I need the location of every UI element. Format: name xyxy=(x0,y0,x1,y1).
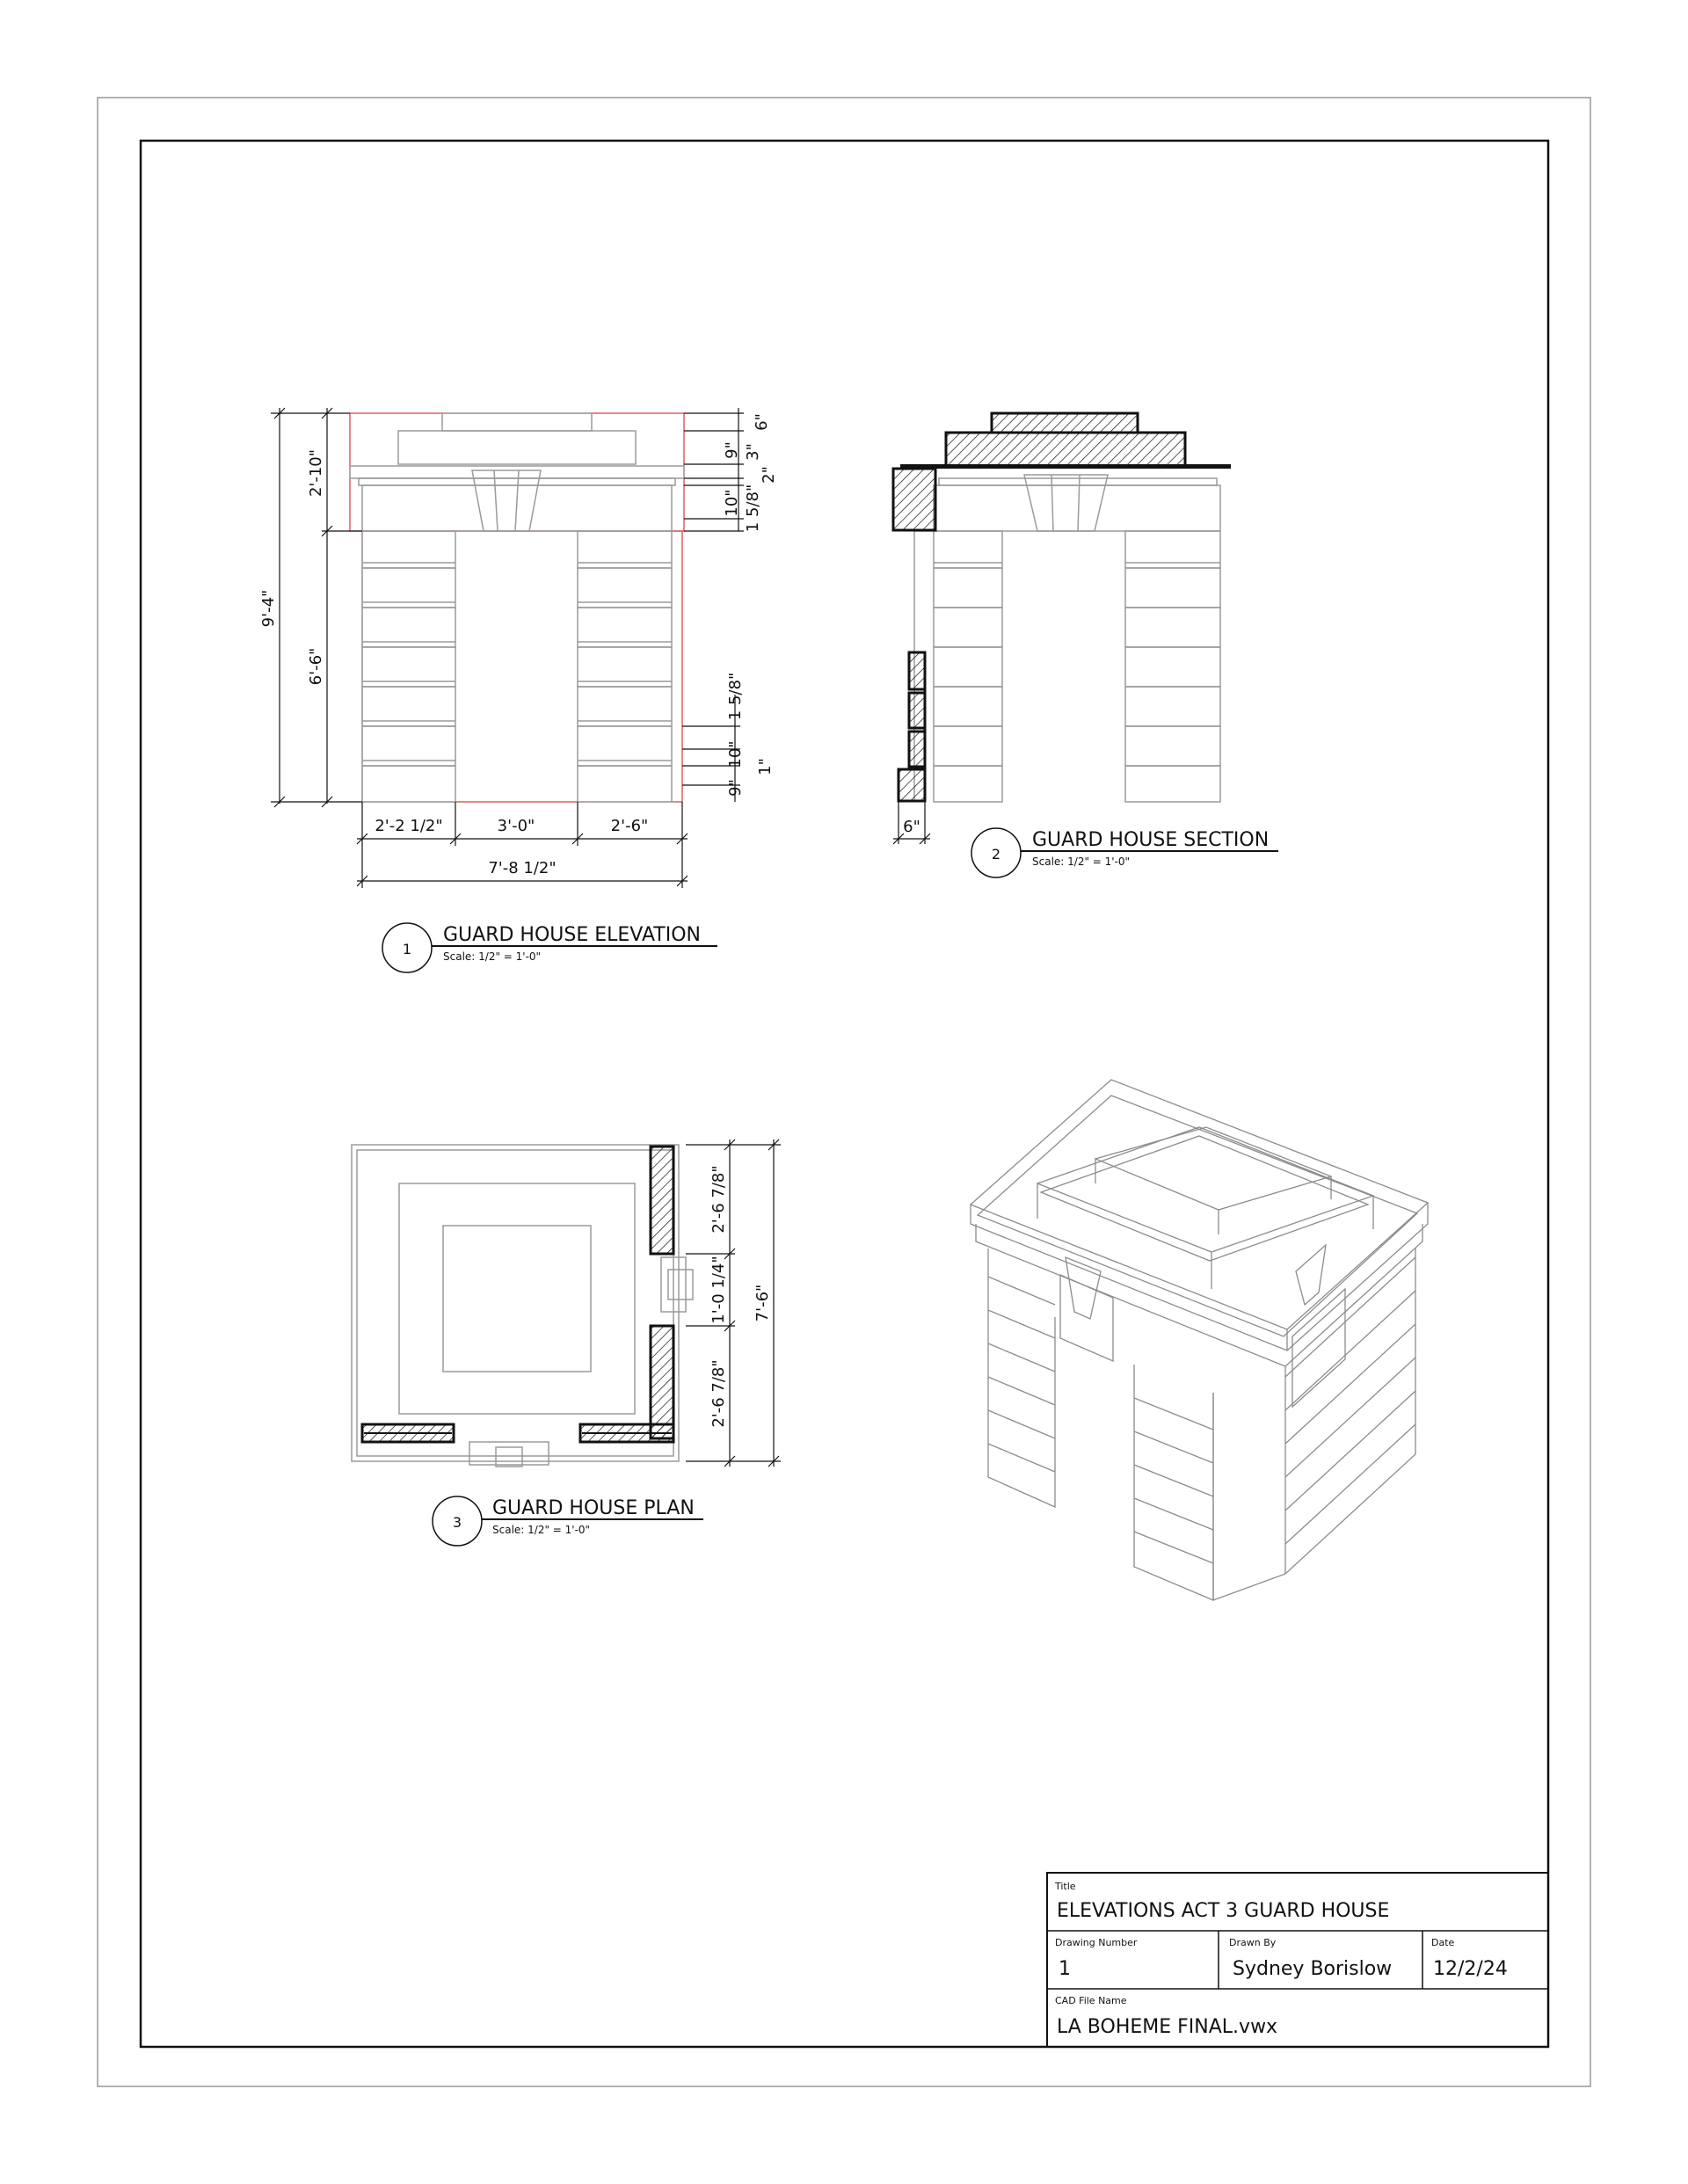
isometric-view xyxy=(971,1080,1428,1600)
dim-step-1-5-8: 1 5/8" xyxy=(744,484,762,533)
view-title-elevation: GUARD HOUSE ELEVATION xyxy=(443,924,701,946)
view-scale-elevation: Scale: 1/2" = 1'-0" xyxy=(443,950,542,963)
dim-lower-height: 6'-6" xyxy=(307,647,325,686)
drawing-title: ELEVATIONS ACT 3 GUARD HOUSE xyxy=(1057,1900,1390,1922)
dim-plan-overall: 7'-6" xyxy=(753,1284,772,1322)
plan-view xyxy=(352,1139,781,1546)
view-title-section: GUARD HOUSE SECTION xyxy=(1032,829,1270,851)
drawing-date: 12/2/24 xyxy=(1433,1958,1508,1980)
dim-plan-middle: 1'-0 1/4" xyxy=(709,1256,728,1324)
dim-upper-height: 2'-10" xyxy=(307,448,325,498)
section-view xyxy=(893,413,1278,877)
dim-left-width: 2'-2 1/2" xyxy=(375,817,443,835)
view-number-2: 2 xyxy=(991,846,1001,863)
dim-course-1-5-8: 1 5/8" xyxy=(726,672,745,721)
dim-plan-upper: 2'-6 7/8" xyxy=(709,1165,728,1234)
drawing-number-label: Drawing Number xyxy=(1055,1937,1138,1948)
dim-plan-lower: 2'-6 7/8" xyxy=(709,1359,728,1428)
dim-step-3: 3" xyxy=(744,443,762,461)
date-label: Date xyxy=(1431,1937,1455,1948)
inner-frame xyxy=(141,141,1548,2047)
cad-file-name: LA BOHEME FINAL.vwx xyxy=(1057,2016,1278,2038)
dim-step-9: 9" xyxy=(723,441,741,459)
dim-opening-width: 3'-0" xyxy=(497,817,535,835)
dim-step-10: 10" xyxy=(723,489,741,517)
view-scale-section: Scale: 1/2" = 1'-0" xyxy=(1032,855,1131,868)
dim-course-9: 9" xyxy=(726,779,745,797)
dim-course-1: 1" xyxy=(756,758,775,775)
dim-overall-height: 9'-4" xyxy=(259,589,278,628)
dim-section-wall: 6" xyxy=(903,818,920,836)
dim-top-step: 6" xyxy=(753,413,771,431)
dim-right-width: 2'-6" xyxy=(610,817,649,835)
cad-file-label: CAD File Name xyxy=(1055,1995,1127,2006)
outer-frame xyxy=(98,98,1590,2086)
view-title-plan: GUARD HOUSE PLAN xyxy=(492,1497,695,1519)
view-number-1: 1 xyxy=(402,941,412,957)
dim-overall-width: 7'-8 1/2" xyxy=(488,859,557,877)
drawn-by-label: Drawn By xyxy=(1229,1937,1277,1948)
view-number-3: 3 xyxy=(452,1514,462,1531)
title-block xyxy=(1047,1873,1548,2047)
dim-course-10: 10" xyxy=(726,740,745,768)
elevation-view xyxy=(259,408,778,972)
drawing-number: 1 xyxy=(1059,1958,1071,1980)
drawn-by: Sydney Borislow xyxy=(1233,1958,1393,1980)
view-scale-plan: Scale: 1/2" = 1'-0" xyxy=(492,1524,591,1536)
dim-step-2: 2" xyxy=(760,466,778,484)
title-label: Title xyxy=(1055,1881,1076,1892)
